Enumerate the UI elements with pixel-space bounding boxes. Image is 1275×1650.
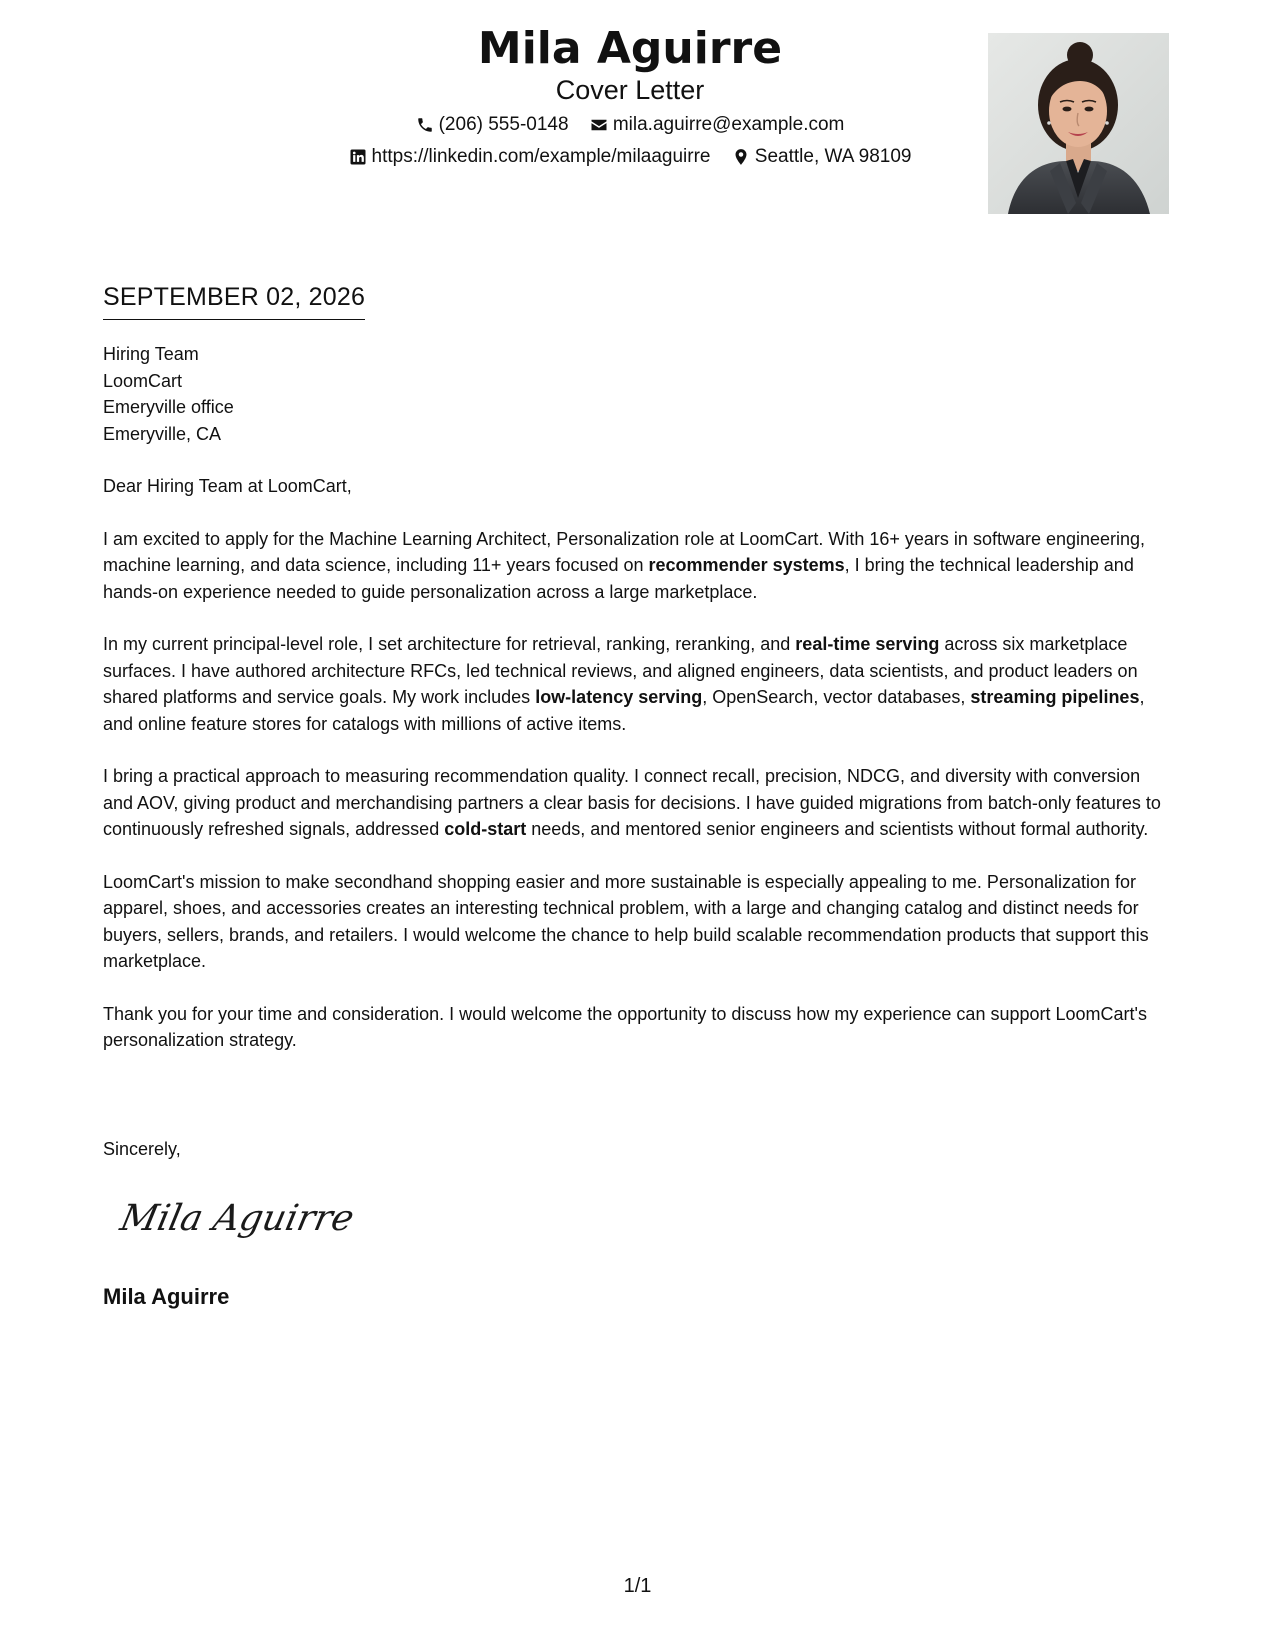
map-pin-icon [732, 148, 750, 166]
paragraph-text: , I bring the technical leadership and hands-on experience needed to guide personalization across a large marketplace. [103, 555, 1134, 602]
paragraph-measurement [103, 763, 1173, 843]
contact-location [732, 145, 912, 169]
paragraph-emphasis: cold-start [444, 819, 527, 839]
recipient-address [103, 341, 1173, 447]
recipient-line: Emeryville office [103, 397, 234, 417]
contact-email[interactable] [590, 113, 845, 137]
contact-phone [416, 113, 569, 137]
paragraph-emphasis: recommender systems [648, 555, 845, 575]
applicant-name: Mila Aguirre [477, 23, 783, 74]
recipient-line: Hiring Team [103, 344, 199, 364]
paragraph-emphasis: real-time serving [795, 634, 940, 654]
recipient-line: Emeryville, CA [103, 423, 222, 444]
paragraph-text: LoomCart's mission to make secondhand shopping easier and more sustainable is especially appealing to me. Personalization for apparel, shoes, and accessories creates an interesting technical problem, with a large and changing catalog and distinct needs for buyers, sellers, brands, and retailers. I would welcome the chance to help build scalable recommendation products that support this marketplace. [103, 871, 1149, 971]
contact-linkedin[interactable] [349, 145, 711, 169]
closing: Sincerely, [103, 1139, 181, 1159]
header [0, 0, 1275, 230]
paragraph-emphasis: streaming pipelines [970, 687, 1140, 707]
document-type: Cover Letter [555, 75, 705, 105]
signed-name: Mila Aguirre [103, 1284, 230, 1309]
paragraph-text: needs, and mentored senior engineers and scientists without formal authority. [526, 819, 1149, 839]
paragraph-mission [103, 869, 1173, 975]
paragraph-text: I bring a practical approach to measuring recommendation quality. I connect recall, precision, NDCG, and diversity with conversion and AOV, giving product and merchandising partners a clear basis for decisions. I have guided migrations from batch-only features to continuously refreshed signals, addressed [103, 766, 1161, 839]
phone-text: (206) 555-0148 [438, 114, 569, 135]
paragraph-emphasis: low-latency serving [535, 687, 703, 707]
paragraph-text: I am excited to apply for the Machine Learning Architect, Personalization role at LoomCart. With 16+ years in software engineering, machine learning, and data science, including 11+ years focused on [103, 528, 1146, 575]
handwritten-signature [116, 1186, 356, 1246]
paragraph-intro [103, 526, 1173, 606]
email-text[interactable]: mila.aguirre@example.com [612, 114, 845, 135]
linkedin-text[interactable]: https://linkedin.com/example/milaaguirre [371, 146, 711, 167]
phone-icon [416, 116, 434, 134]
linkedin-icon [349, 148, 367, 166]
paragraph-text: In my current principal-level role, I set architecture for retrieval, ranking, reranking, and [103, 634, 796, 654]
paragraph-thanks [103, 1001, 1173, 1054]
letter-date: SEPTEMBER 02, 2026 [103, 282, 365, 320]
page-number: 1/1 [623, 1575, 652, 1597]
envelope-icon [590, 116, 608, 134]
signature-glyphs: Mila Aguirre [116, 1196, 356, 1239]
recipient-line: LoomCart [103, 370, 183, 391]
paragraph-text: , and online feature stores for catalogs with millions of active items. [103, 687, 1145, 734]
salutation: Dear Hiring Team at LoomCart, [103, 476, 352, 496]
letter-body [103, 341, 1173, 1054]
paragraph-experience [103, 631, 1173, 737]
paragraph-text: Thank you for your time and consideration. I would welcome the opportunity to discuss how my experience can support LoomCart's personalization strategy. [103, 1003, 1147, 1050]
location-text: Seattle, WA 98109 [754, 146, 912, 167]
paragraph-text: across six marketplace surfaces. I have authored architecture RFCs, led technical reviews, and aligned engineers, data scientists, and product leaders on shared platforms and service goals. My work includes [103, 634, 1138, 707]
profile-photo [988, 33, 1169, 214]
paragraph-text: , OpenSearch, vector databases, [702, 687, 971, 707]
